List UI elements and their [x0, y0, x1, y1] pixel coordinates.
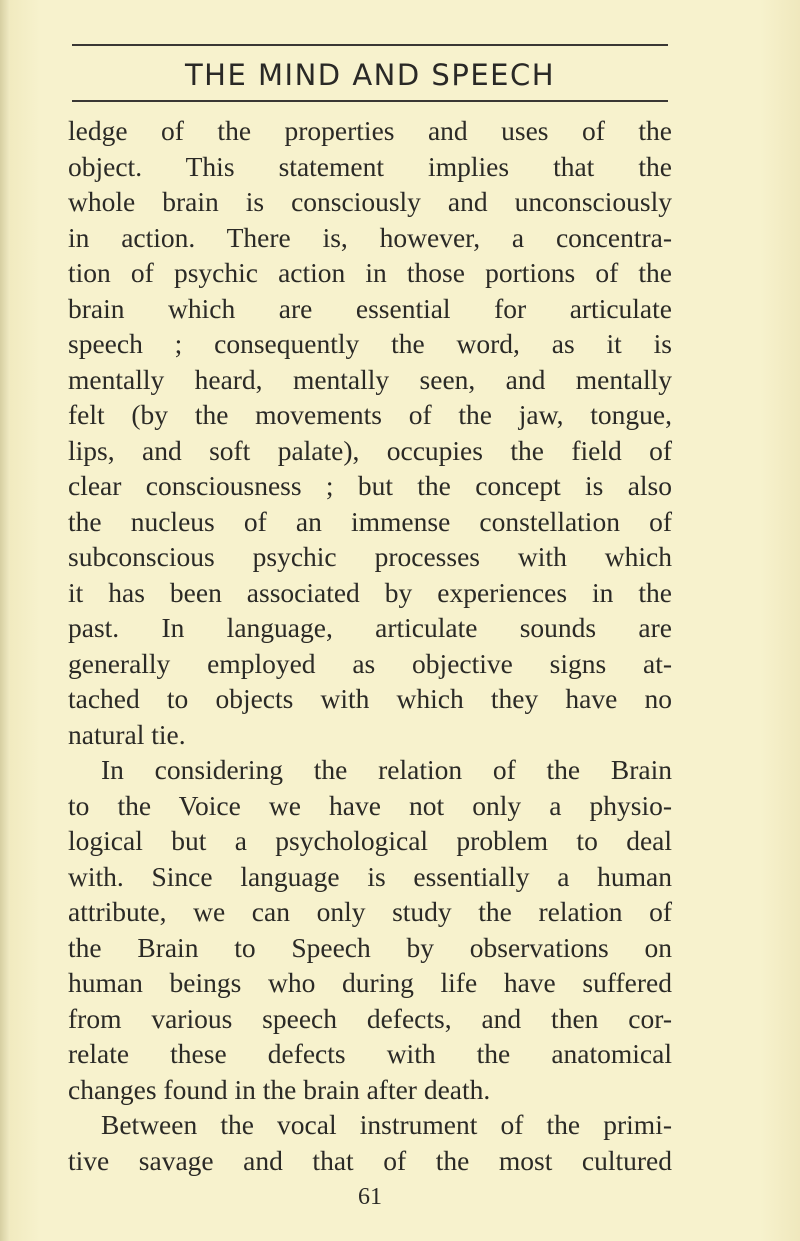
text-line: tion of psychic action in those portions of the: [68, 257, 672, 288]
text-line: changes found in the brain after death.: [68, 1073, 491, 1105]
text-line: tached to objects with which they have no: [68, 683, 672, 714]
page-binding-edge: [0, 0, 10, 1241]
text-line: generally employed as objective signs at-: [68, 647, 672, 679]
text-line: brain which are essential for articulate: [68, 292, 672, 324]
text-line: in action. There is, however, a concentra-: [68, 221, 672, 253]
text-line: In considering the relation of the Brain: [101, 754, 672, 785]
text-line: from various speech defects, and then cor-: [68, 1002, 672, 1034]
text-line: relate these defects with the anatomical: [68, 1038, 672, 1069]
text-line: tive savage and that of the most cultured: [68, 1144, 672, 1176]
body-text: [68, 113, 672, 1178]
text-line: Between the vocal instrument of the primi-: [101, 1109, 672, 1140]
text-line: attribute, we can only study the relation of: [68, 896, 672, 927]
text-line: it has been associated by experiences in the: [68, 576, 672, 608]
page-number: 61: [358, 1184, 382, 1210]
text-line: object. This statement implies that the: [68, 150, 672, 182]
text-line: natural tie.: [68, 718, 186, 750]
header-rule-top: [72, 44, 668, 46]
text-line: the Brain to Speech by observations on: [68, 931, 672, 963]
text-line: felt (by the movements of the jaw, tongue,: [68, 399, 672, 430]
header-rule-bottom: [72, 100, 668, 102]
text-line: lips, and soft palate), occupies the field of: [68, 434, 672, 466]
text-line: mentally heard, mentally seen, and mentally: [68, 363, 672, 395]
text-line: past. In language, articulate sounds are: [68, 612, 672, 643]
running-head: THE MIND AND SPEECH: [184, 58, 556, 92]
text-line: speech ; consequently the word, as it is: [68, 328, 672, 359]
text-line: the nucleus of an immense constellation of: [68, 505, 672, 537]
text-line: logical but a psychological problem to deal: [68, 825, 672, 856]
text-line: human beings who during life have suffered: [68, 967, 672, 998]
text-line: subconscious psychic processes with which: [68, 541, 672, 572]
text-line: ledge of the properties and uses of the: [68, 115, 672, 146]
text-line: whole brain is consciously and unconsciously: [68, 186, 672, 217]
text-line: with. Since language is essentially a human: [68, 860, 672, 892]
text-line: to the Voice we have not only a physio-: [68, 789, 672, 821]
text-line: clear consciousness ; but the concept is also: [68, 470, 672, 501]
